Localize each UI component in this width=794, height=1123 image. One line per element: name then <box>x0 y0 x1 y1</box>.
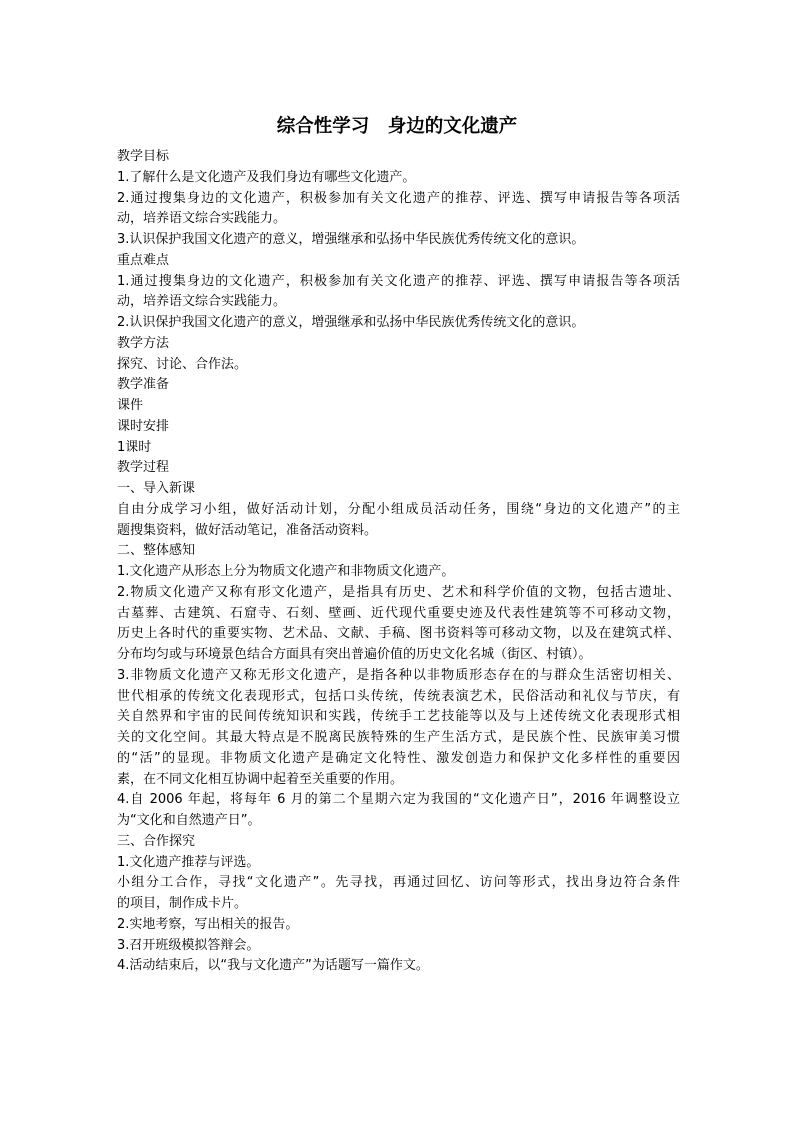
section-heading: 一、导入新课 <box>117 481 196 496</box>
section-heading: 二、整体感知 <box>117 543 196 559</box>
text-line: 动，培养语文综合实践能力。 <box>117 211 287 227</box>
text-line: 关的文化空间。其最大特点是不脱离民族特殊的生产生活方式，是民族个性、民族审美习惯 <box>117 730 680 745</box>
text-line: 3.非物质文化遗产又称无形文化遗产，是指各种以非物质形态存在的与群众生活密切相关、 <box>117 667 680 683</box>
text-line: 1课时 <box>117 439 152 455</box>
document-body <box>117 147 680 977</box>
text-line: 课件 <box>117 398 144 413</box>
text-line: 1.了解什么是文化遗产及我们身边有哪些文化遗产。 <box>117 169 416 185</box>
text-line: 3.召开班级模拟答辩会。 <box>117 937 260 953</box>
text-line: 自由分成学习小组，做好活动计划，分配小组成员活动任务，围绕“身边的文化遗产”的主 <box>117 501 680 517</box>
section-heading: 三、合作探究 <box>117 833 196 849</box>
text-line: 1.文化遗产从形态上分为物质文化遗产和非物质文化遗产。 <box>117 564 455 579</box>
section-heading: 教学过程 <box>117 460 170 476</box>
text-line: 为“文化和自然遗产日”。 <box>117 813 261 828</box>
text-line: 1.文化遗产推荐与评选。 <box>117 854 260 870</box>
section-heading: 教学目标 <box>117 149 170 164</box>
document-title: 综合性学习 身边的文化遗产 <box>276 116 518 137</box>
text-line: 关自然界和宇宙的民间传统知识和实践，传统手工艺技能等以及与上述传统文化表现形式相 <box>117 709 680 725</box>
text-line: 题搜集资料，做好活动笔记，准备活动资料。 <box>117 522 378 538</box>
text-line: 1.通过搜集身边的文化遗产，积极参加有关文化遗产的推荐、评选、撰写申请报告等各项活 <box>117 273 680 289</box>
text-line: 小组分工合作，寻找“文化遗产”。先寻找，再通过回忆、访问等形式，找出身边符合条件 <box>117 875 680 891</box>
text-line: 世代相承的传统文化表现形式，包括口头传统，传统表演艺术，民俗活动和礼仪与节庆，有 <box>117 688 680 704</box>
section-heading: 课时安排 <box>117 418 170 434</box>
text-line: 4.自 2006 年起，将每年 6 月的第二个星期六定为我国的“文化遗产日”，2016 年调整设立 <box>117 792 680 808</box>
text-line: 素，在不同文化相互协调中起着至关重要的作用。 <box>117 771 404 787</box>
section-heading: 教学准备 <box>117 377 170 393</box>
text-line: 2.通过搜集身边的文化遗产，积极参加有关文化遗产的推荐、评选、撰写申请报告等各项活 <box>117 190 680 206</box>
section-heading: 教学方法 <box>117 335 170 351</box>
section-heading: 重点难点 <box>117 252 170 268</box>
text-line: 分布均匀或与环境景色结合方面具有突出普遍价值的历史文化名城（街区、村镇）。 <box>117 647 592 662</box>
text-line: 的“活”的显现。非物质文化遗产是确定文化特性、激发创造力和保护文化多样性的重要因 <box>117 750 680 766</box>
text-line: 2.物质文化遗产又称有形文化遗产，是指具有历史、艺术和科学价值的文物，包括古遗址、 <box>117 584 680 600</box>
text-line: 4.活动结束后，以“我与文化遗产”为话题写一篇作文。 <box>117 958 429 974</box>
text-line: 2.实地考察，写出相关的报告。 <box>117 916 299 932</box>
text-line: 的项目，制作成卡片。 <box>117 896 248 911</box>
text-line: 2.认识保护我国文化遗产的意义，增强继承和弘扬中华民族优秀传统文化的意识。 <box>117 315 585 330</box>
text-line: 探究、讨论、合作法。 <box>117 356 248 372</box>
text-line: 3.认识保护我国文化遗产的意义，增强继承和弘扬中华民族优秀传统文化的意识。 <box>117 232 585 247</box>
text-line: 动，培养语文综合实践能力。 <box>117 294 287 310</box>
text-line: 古墓葬、古建筑、石窟寺、石刻、壁画、近代现代重要史迹及代表性建筑等不可移动文物， <box>117 605 680 621</box>
text-line: 历史上各时代的重要实物、艺术品、文献、手稿、图书资料等可移动文物，以及在建筑式样、 <box>117 626 680 642</box>
